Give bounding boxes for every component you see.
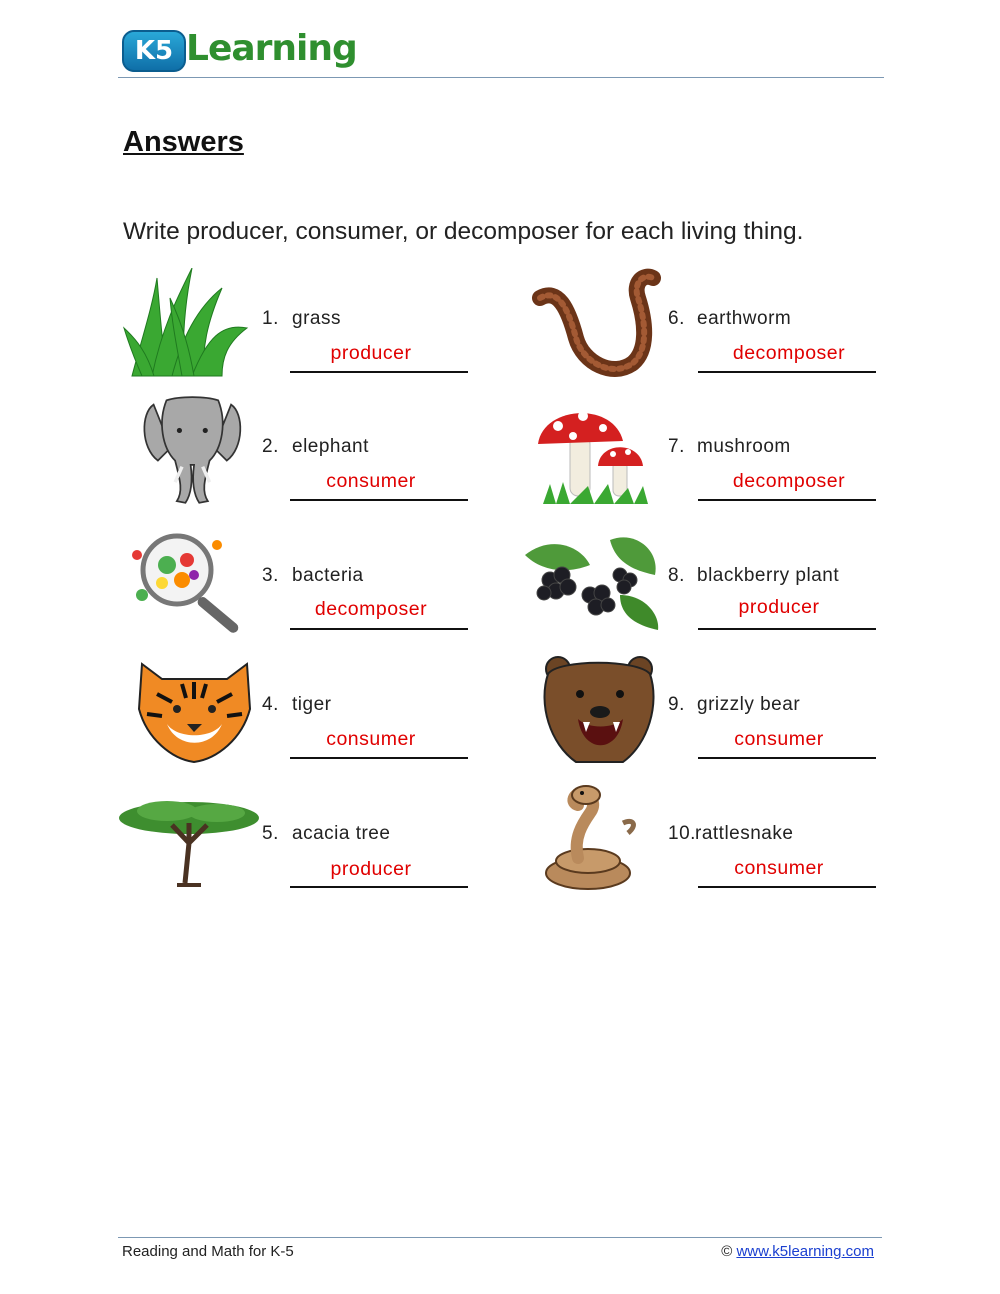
item-answer: producer <box>330 342 412 364</box>
item-name: grizzly bear <box>697 694 801 715</box>
item-name: blackberry plant <box>697 565 840 586</box>
item-number: 3. <box>262 565 279 586</box>
page-title: Answers <box>123 126 244 158</box>
list-item-grass <box>122 268 482 388</box>
item-name: rattlesnake <box>695 823 794 844</box>
list-item-elephant <box>122 396 482 516</box>
logo-badge: K5 <box>122 30 186 72</box>
footer-tagline: Reading and Math for K-5 <box>122 1243 294 1260</box>
footer-divider <box>118 1237 882 1238</box>
grizzly-bear-icon <box>528 654 673 766</box>
tiger-icon <box>122 654 267 766</box>
answer-line <box>290 628 468 630</box>
blackberry-icon <box>520 525 665 637</box>
list-item-bacteria <box>122 525 482 645</box>
item-answer: producer <box>738 596 820 618</box>
earthworm-icon <box>528 268 673 380</box>
list-item-acacia-tree <box>117 783 477 903</box>
website-link[interactable]: www.k5learning.com <box>736 1243 874 1260</box>
item-answer: consumer <box>326 728 416 750</box>
answer-line <box>698 757 876 759</box>
mushroom-icon <box>528 396 673 508</box>
answer-line <box>698 499 876 501</box>
item-number: 5. <box>262 823 279 844</box>
k5-learning-logo <box>118 20 357 74</box>
item-name: bacteria <box>292 565 364 586</box>
answer-line <box>698 886 876 888</box>
item-answer: decomposer <box>732 470 846 492</box>
list-item-earthworm <box>528 268 888 388</box>
grass-icon <box>122 268 267 380</box>
item-number: 2. <box>262 436 279 457</box>
answer-line <box>290 757 468 759</box>
copyright-symbol: © <box>721 1243 733 1260</box>
answer-line <box>290 371 468 373</box>
item-number: 4. <box>262 694 279 715</box>
acacia-tree-icon <box>117 783 262 895</box>
answer-line <box>698 628 876 630</box>
item-name: grass <box>292 308 341 329</box>
item-answer: consumer <box>326 470 416 492</box>
item-number: 1. <box>262 308 279 329</box>
item-name: mushroom <box>697 436 791 457</box>
list-item-grizzly-bear <box>528 654 888 774</box>
answer-line <box>290 499 468 501</box>
item-name: elephant <box>292 436 369 457</box>
logo-word: Learning <box>186 28 357 69</box>
list-item-blackberry-plant <box>520 525 880 645</box>
item-number: 10. <box>668 823 696 844</box>
item-name: earthworm <box>697 308 792 329</box>
instructions: Write producer, consumer, or decomposer for each living thing. <box>123 218 804 245</box>
item-number: 8. <box>668 565 685 586</box>
list-item-rattlesnake <box>528 783 888 903</box>
rattlesnake-icon <box>528 783 673 895</box>
answer-line <box>290 886 468 888</box>
item-answer: consumer <box>734 857 824 879</box>
item-answer: consumer <box>734 728 824 750</box>
elephant-icon <box>122 396 267 508</box>
item-number: 7. <box>668 436 685 457</box>
item-number: 6. <box>668 308 685 329</box>
item-name: acacia tree <box>292 823 391 844</box>
item-name: tiger <box>292 694 332 715</box>
answer-line <box>698 371 876 373</box>
list-item-tiger <box>122 654 482 774</box>
footer-copyright <box>721 1243 874 1260</box>
item-answer: decomposer <box>314 598 428 620</box>
bacteria-icon <box>122 525 267 637</box>
item-number: 9. <box>668 694 685 715</box>
list-item-mushroom <box>528 396 888 516</box>
header-divider <box>118 77 884 78</box>
item-answer: decomposer <box>732 342 846 364</box>
item-answer: producer <box>330 858 412 880</box>
